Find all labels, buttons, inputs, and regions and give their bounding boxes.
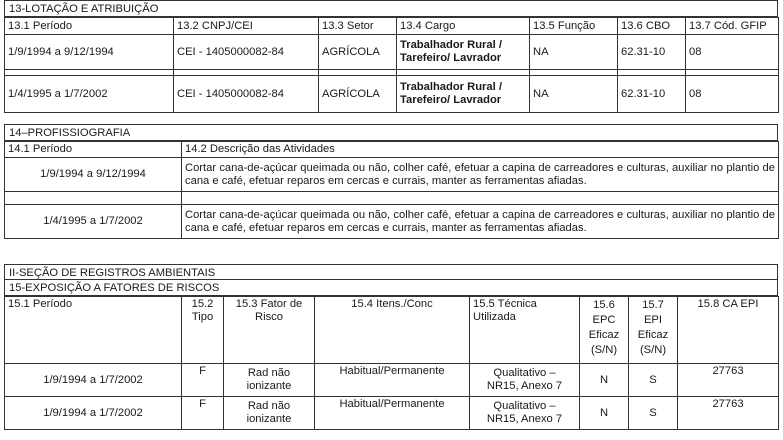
table-row (5, 205, 779, 239)
cell-periodo: 1/9/1994 a 9/12/1994 (5, 158, 182, 192)
section-registros-ambientais (4, 264, 778, 430)
col-header-epc (580, 297, 629, 364)
table-row (5, 364, 779, 397)
cell-cnpj: CEI - 1405000082-84 (174, 35, 319, 70)
exposicao-header-row (5, 297, 779, 364)
cell-cbo: 62.31-10 (618, 76, 686, 113)
header-line: 15.7 (642, 299, 664, 311)
table-row (5, 158, 779, 192)
section-title-profissiografia: 14–PROFISSIOGRAFIA (4, 124, 778, 141)
cell-descricao: Cortar cana-de-açúcar queimada ou não, colher café, efetuar a capina de carreadores e culturas, auxiliar no plantio de cana e café, efetuar reparos em cercas e currais, manter as ferramentas afiadas. (182, 205, 779, 239)
header-line: Tipo (191, 311, 214, 323)
col-header-descricao: 14.2 Descrição das Atividades (182, 142, 779, 158)
header-line: (S/N) (590, 344, 618, 356)
section-title-secao2: II-SEÇÃO DE REGISTROS AMBIENTAIS (4, 264, 778, 280)
cargo-line-1: Trabalhador Rural / (400, 81, 502, 93)
cell-cbo: 62.31-10 (618, 35, 686, 70)
cell-epi: S (629, 364, 678, 397)
cell-tipo: F (182, 397, 224, 430)
header-line: 15.6 (593, 299, 615, 311)
cell-cargo (397, 35, 530, 70)
lotacao-table (4, 17, 779, 113)
col-header-gfip: 13.7 Cód. GFIP (686, 18, 779, 35)
col-header-fator (224, 297, 315, 364)
col-header-periodo: 14.1 Período (5, 142, 182, 158)
cell-gfip: 08 (686, 35, 779, 70)
cell-epc: N (580, 397, 629, 430)
col-header-periodo: 15.1 Período (5, 297, 182, 364)
tecnica-line: NR15, Anexo 7 (486, 413, 563, 425)
cell-cnpj: CEI - 1405000082-84 (174, 76, 319, 113)
exposicao-table (4, 296, 779, 430)
fator-line: Rad não (247, 367, 291, 379)
cell-itens: Habitual/Permanente (315, 364, 470, 397)
section-lotacao (4, 0, 778, 113)
cargo-line-2: Tarefeiro/ Lavrador (400, 52, 502, 64)
header-line: Eficaz (588, 329, 620, 341)
cell-periodo: 1/9/1994 a 9/12/1994 (5, 35, 174, 70)
col-header-cargo: 13.4 Cargo (397, 18, 530, 35)
cell-cargo (397, 76, 530, 113)
cell-periodo: 1/4/1995 a 1/7/2002 (5, 205, 182, 239)
cell-fator (224, 364, 315, 397)
profissiografia-table (4, 141, 779, 239)
cell-setor: AGRÍCOLA (319, 35, 397, 70)
cell-gfip: 08 (686, 76, 779, 113)
header-line: 15.2 (191, 298, 214, 310)
section-title-lotacao: 13-LOTAÇÃO E ATRIBUIÇÃO (4, 0, 778, 17)
header-line: Eficaz (637, 329, 669, 341)
header-line: (S/N) (639, 344, 667, 356)
section-title-exposicao: 15-EXPOSIÇÃO A FATORES DE RISCOS (4, 280, 778, 296)
table-row (5, 76, 779, 113)
cell-itens: Habitual/Permanente (315, 397, 470, 430)
fator-line: Rad não (247, 400, 291, 412)
header-line: Risco (255, 311, 283, 323)
cell-ca: 27763 (678, 397, 779, 430)
cell-tecnica (470, 364, 580, 397)
col-header-funcao: 13.5 Função (530, 18, 618, 35)
col-header-tipo (182, 297, 224, 364)
cell-epc: N (580, 364, 629, 397)
col-header-tecnica (470, 297, 580, 364)
cell-descricao: Cortar cana-de-açúcar queimada ou não, colher café, efetuar a capina de carreadores e culturas, auxiliar no plantio de cana e café, efetuar reparos em cercas e currais, manter as ferramentas afiadas. (182, 158, 779, 192)
table-row (5, 397, 779, 430)
col-header-ca: 15.8 CA EPI (678, 297, 779, 364)
cell-fator (224, 397, 315, 430)
table-row (5, 35, 779, 70)
cell-setor: AGRÍCOLA (319, 76, 397, 113)
tecnica-line: Qualitativo – (493, 367, 556, 379)
cell-periodo: 1/4/1995 a 1/7/2002 (5, 76, 174, 113)
fator-line: ionizante (246, 380, 292, 392)
cell-periodo: 1/9/1994 a 1/7/2002 (5, 397, 182, 430)
col-header-itens: 15.4 Itens./Conc (315, 297, 470, 364)
cargo-line-1: Trabalhador Rural / (400, 39, 502, 51)
header-line: Utilizada (473, 311, 516, 323)
tecnica-line: Qualitativo – (493, 400, 556, 412)
spacer-row (5, 192, 779, 205)
cell-funcao: NA (530, 76, 618, 113)
cell-ca: 27763 (678, 364, 779, 397)
cell-tipo: F (182, 364, 224, 397)
col-header-periodo: 13.1 Período (5, 18, 174, 35)
col-header-cnpj: 13.2 CNPJ/CEI (174, 18, 319, 35)
profissiografia-header-row (5, 142, 779, 158)
cell-funcao: NA (530, 35, 618, 70)
section-profissiografia (4, 124, 778, 239)
cargo-line-2: Tarefeiro/ Lavrador (400, 94, 502, 106)
header-line: EPI (643, 314, 663, 326)
cell-tecnica (470, 397, 580, 430)
fator-line: ionizante (246, 413, 292, 425)
lotacao-header-row (5, 18, 779, 35)
col-header-epi (629, 297, 678, 364)
col-header-cbo: 13.6 CBO (618, 18, 686, 35)
tecnica-line: NR15, Anexo 7 (486, 380, 563, 392)
header-line: EPC (592, 314, 616, 326)
header-line: 15.3 Fator de (235, 298, 303, 310)
header-line: 15.5 Técnica (473, 298, 537, 310)
cell-periodo: 1/9/1994 a 1/7/2002 (5, 364, 182, 397)
col-header-setor: 13.3 Setor (319, 18, 397, 35)
cell-epi: S (629, 397, 678, 430)
